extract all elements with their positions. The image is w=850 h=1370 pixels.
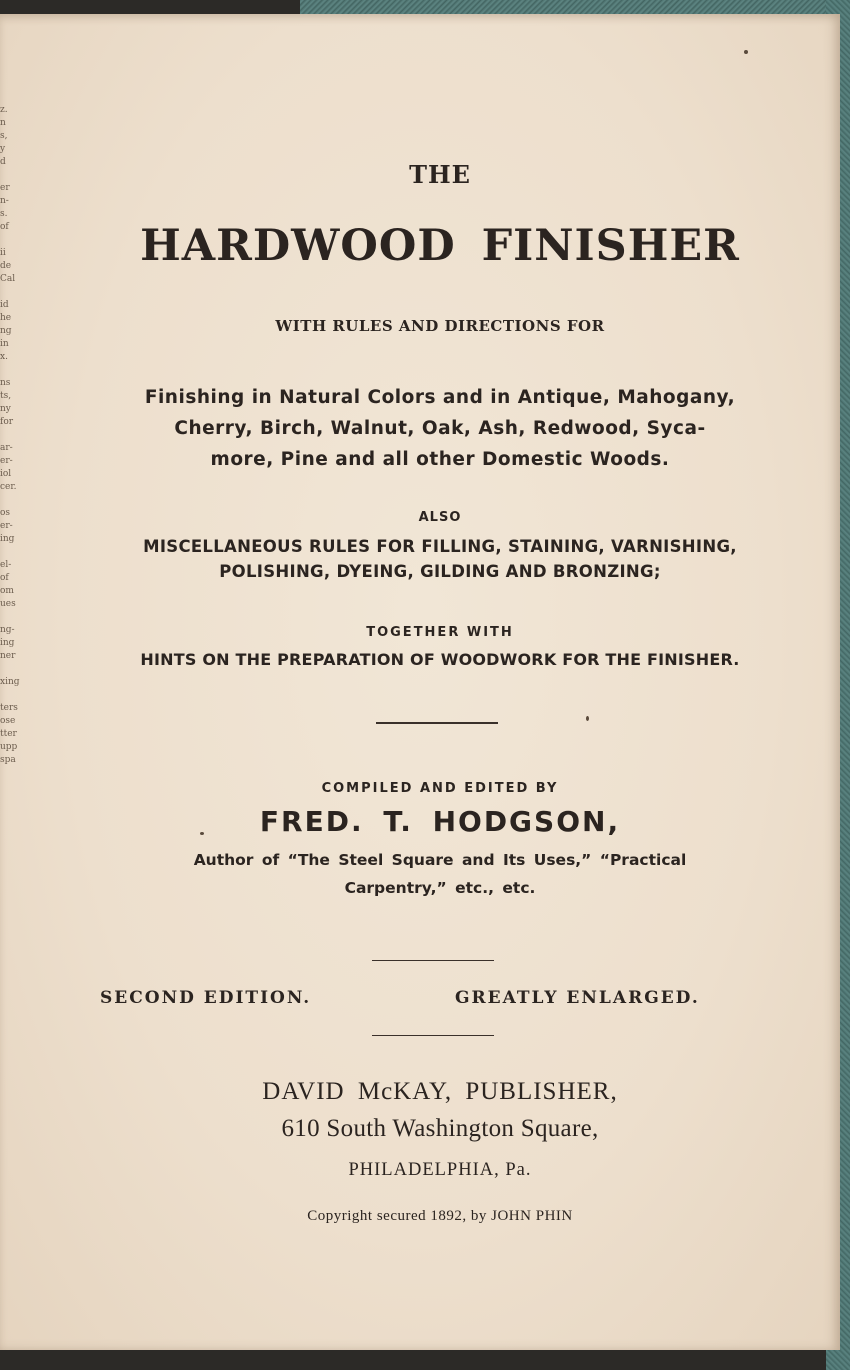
enlarged-label: GREATLY ENLARGED.	[455, 988, 700, 1008]
bleed-fragment: ar-	[0, 443, 13, 453]
bleed-fragment: z.	[0, 105, 8, 115]
bleed-fragment	[0, 364, 14, 377]
book-title: HARDWOOD FINISHER	[140, 221, 740, 271]
bleed-fragment: ng	[0, 326, 12, 336]
bleed-fragment: d	[0, 157, 6, 167]
bleed-fragment: n-	[0, 196, 9, 206]
bleed-fragment: cer.	[0, 482, 17, 492]
divider-rule	[372, 1035, 494, 1036]
publisher-address: 610 South Washington Square,	[281, 1115, 599, 1142]
bleed-fragment: in	[0, 339, 9, 349]
author-name: FRED. T. HODGSON,	[259, 805, 621, 838]
bleed-fragment	[0, 663, 14, 676]
title-article: THE	[409, 160, 471, 189]
ink-speck	[586, 716, 589, 721]
bleed-fragment: el-	[0, 560, 12, 570]
bleed-fragment	[0, 611, 14, 624]
bleed-fragment: s.	[0, 209, 8, 219]
author-credit-line: Author of “The Steel Square and Its Uses,” “Practical	[193, 851, 687, 869]
bleed-fragment	[0, 286, 14, 299]
miscellaneous-rules	[80, 534, 800, 584]
bleed-fragment: er-	[0, 456, 13, 466]
bleed-fragment: ues	[0, 599, 16, 609]
divider-rule	[372, 960, 494, 961]
publisher-city: PHILADELPHIA, Pa.	[348, 1160, 532, 1180]
bleed-fragment: ny	[0, 404, 11, 414]
bleed-fragment: id	[0, 300, 9, 310]
bleed-fragment: upp	[0, 742, 18, 752]
bleed-fragment: er	[0, 183, 10, 193]
author-credit-line: Carpentry,” etc., etc.	[344, 879, 536, 897]
publisher-name: DAVID McKAY, PUBLISHER,	[262, 1078, 618, 1105]
bleed-fragment: spa	[0, 755, 16, 765]
finishing-line: Cherry, Birch, Walnut, Oak, Ash, Redwood, Syca-	[174, 418, 706, 439]
bleed-fragment	[0, 429, 14, 442]
bleed-fragment: ts,	[0, 391, 12, 401]
bleed-fragment: ose	[0, 716, 16, 726]
bleed-fragment: ii	[0, 248, 6, 258]
bleed-fragment: ng-	[0, 625, 15, 635]
bleed-fragment: x.	[0, 352, 8, 362]
hints-line: HINTS ON THE PREPARATION OF WOODWORK FOR THE FINISHER.	[140, 650, 740, 669]
facing-page-bleed	[0, 104, 20, 1164]
finishing-description	[90, 382, 790, 475]
ink-speck	[200, 832, 204, 835]
bleed-fragment: os	[0, 508, 11, 518]
bleed-fragment: for	[0, 417, 14, 427]
bleed-fragment: iol	[0, 469, 12, 479]
bleed-fragment	[0, 546, 14, 559]
together-with-label: TOGETHER WITH	[366, 625, 514, 640]
bleed-fragment: tter	[0, 729, 17, 739]
bleed-fragment: of	[0, 573, 9, 583]
subtitle-with-rules: WITH RULES AND DIRECTIONS FOR	[275, 317, 605, 335]
bleed-fragment: he	[0, 313, 12, 323]
bleed-fragment: s,	[0, 131, 8, 141]
edition-label: SECOND EDITION.	[100, 988, 312, 1008]
bleed-fragment: ing	[0, 534, 15, 544]
bleed-fragment: ns	[0, 378, 11, 388]
misc-line: POLISHING, DYEING, GILDING AND BRONZING;	[219, 562, 661, 581]
misc-line: MISCELLANEOUS RULES FOR FILLING, STAINING, VARNISHING,	[143, 537, 737, 556]
bleed-fragment: n	[0, 118, 6, 128]
ink-speck	[744, 50, 748, 54]
bleed-fragment: y	[0, 144, 6, 154]
also-label: ALSO	[418, 510, 462, 525]
bleed-fragment	[0, 234, 14, 247]
bleed-fragment	[0, 689, 14, 702]
author-credits	[130, 846, 750, 902]
compiled-by-label: COMPILED AND EDITED BY	[321, 781, 559, 796]
title-page	[0, 14, 840, 1350]
finishing-line: Finishing in Natural Colors and in Antique, Mahogany,	[144, 387, 736, 408]
bleed-fragment: Cal	[0, 274, 16, 284]
bleed-fragment: ters	[0, 703, 18, 713]
bleed-fragment	[0, 494, 14, 507]
bleed-fragment	[0, 169, 14, 182]
divider-rule	[376, 722, 498, 724]
bleed-fragment: ner	[0, 651, 16, 661]
bleed-fragment: er-	[0, 521, 13, 531]
bleed-fragment: xing	[0, 677, 20, 687]
bleed-fragment: ing	[0, 638, 15, 648]
bleed-fragment: om	[0, 586, 14, 596]
bleed-fragment: de	[0, 261, 12, 271]
copyright-notice: Copyright secured 1892, by JOHN PHIN	[307, 1208, 573, 1224]
finishing-line: more, Pine and all other Domestic Woods.	[210, 449, 670, 470]
bleed-fragment: of	[0, 222, 9, 232]
